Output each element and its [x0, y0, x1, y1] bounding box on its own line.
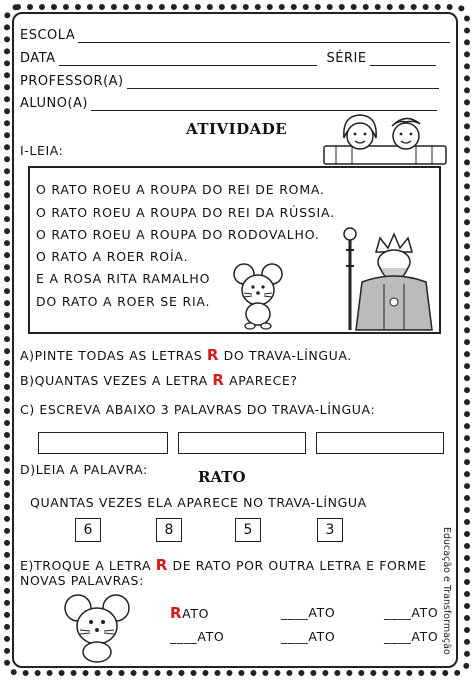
question-d-sub: QUANTAS VEZES ELA APARECE NO TRAVA-LÍNGUA — [30, 495, 367, 510]
teacher-field[interactable] — [20, 74, 439, 89]
word-item-rato — [170, 604, 209, 622]
side-credit: Educação e Transformação — [441, 527, 452, 655]
word-rato: RATO — [198, 468, 246, 486]
section1-label: I-LEIA: — [20, 143, 64, 158]
date-field[interactable] — [20, 51, 436, 66]
question-b-text: B)QUANTAS VEZES A LETRA — [20, 373, 208, 388]
poem-line: O RATO ROEU A ROUPA DO RODOVALHO. — [36, 227, 320, 242]
red-letter-r: R — [206, 346, 220, 364]
poem-line: O RATO ROEU A ROUPA DO REI DE ROMA. — [36, 182, 325, 197]
school-label: ESCOLA — [20, 28, 76, 43]
red-letter-r: R — [155, 556, 168, 574]
reading-box — [28, 166, 441, 334]
poem-line: O RATO A ROER ROÍA. — [36, 249, 189, 264]
poem-line: E A ROSA RITA RAMALHO — [36, 271, 211, 286]
word-blank[interactable]: ____ATO — [384, 629, 439, 644]
school-field[interactable] — [20, 28, 450, 43]
word-blank[interactable]: ____ATO — [384, 605, 439, 620]
count-option[interactable]: 8 — [156, 518, 182, 542]
count-option[interactable]: 3 — [317, 518, 343, 542]
answer-box-1[interactable] — [38, 432, 168, 454]
word-rest: ATO — [182, 606, 210, 621]
answer-box-3[interactable] — [316, 432, 444, 454]
student-line[interactable] — [91, 98, 437, 111]
mouse-illustration-small — [62, 592, 132, 664]
question-a-text-end: DO TRAVA-LÍNGUA. — [223, 348, 352, 363]
question-e — [20, 556, 427, 574]
children-illustration — [322, 112, 450, 170]
count-option[interactable]: 5 — [235, 518, 261, 542]
activity-title: ATIVIDADE — [186, 120, 288, 138]
word-blank[interactable]: ____ATO — [281, 605, 336, 620]
question-e-text-end: DE RATO POR OUTRA LETRA E FORME — [172, 558, 427, 573]
grade-line[interactable] — [370, 53, 436, 66]
poem-line: DO RATO A ROER SE RIA. — [36, 294, 211, 309]
question-b — [20, 371, 298, 389]
answer-box-2[interactable] — [178, 432, 306, 454]
question-c: C) ESCREVA ABAIXO 3 PALAVRAS DO TRAVA-LÍNGUA: — [20, 402, 376, 417]
question-b-text-end: APARECE? — [229, 373, 298, 388]
mouse-illustration — [232, 260, 284, 330]
king-illustration — [326, 222, 438, 334]
word-blank[interactable]: ____ATO — [281, 629, 336, 644]
red-letter-r: R — [212, 371, 225, 389]
question-e-line2: NOVAS PALAVRAS: — [20, 573, 144, 588]
student-label: ALUNO(A) — [20, 96, 88, 111]
school-line[interactable] — [78, 30, 450, 43]
teacher-label: PROFESSOR(A) — [20, 74, 124, 89]
question-d: D)LEIA A PALAVRA: — [20, 462, 148, 477]
date-line[interactable] — [59, 53, 317, 66]
teacher-line[interactable] — [127, 76, 439, 89]
grade-label: SÉRIE — [326, 51, 367, 66]
red-letter-r: R — [170, 604, 183, 622]
question-a — [20, 346, 352, 364]
student-field[interactable] — [20, 96, 437, 111]
question-a-text: A)PINTE TODAS AS LETRAS — [20, 348, 203, 363]
poem-line: O RATO ROEU A ROUPA DO REI DA RÚSSIA. — [36, 205, 335, 220]
question-e-text: E)TROQUE A LETRA — [20, 558, 152, 573]
count-option[interactable]: 6 — [75, 518, 101, 542]
date-label: DATA — [20, 51, 56, 66]
word-blank[interactable]: ____ATO — [170, 629, 225, 644]
